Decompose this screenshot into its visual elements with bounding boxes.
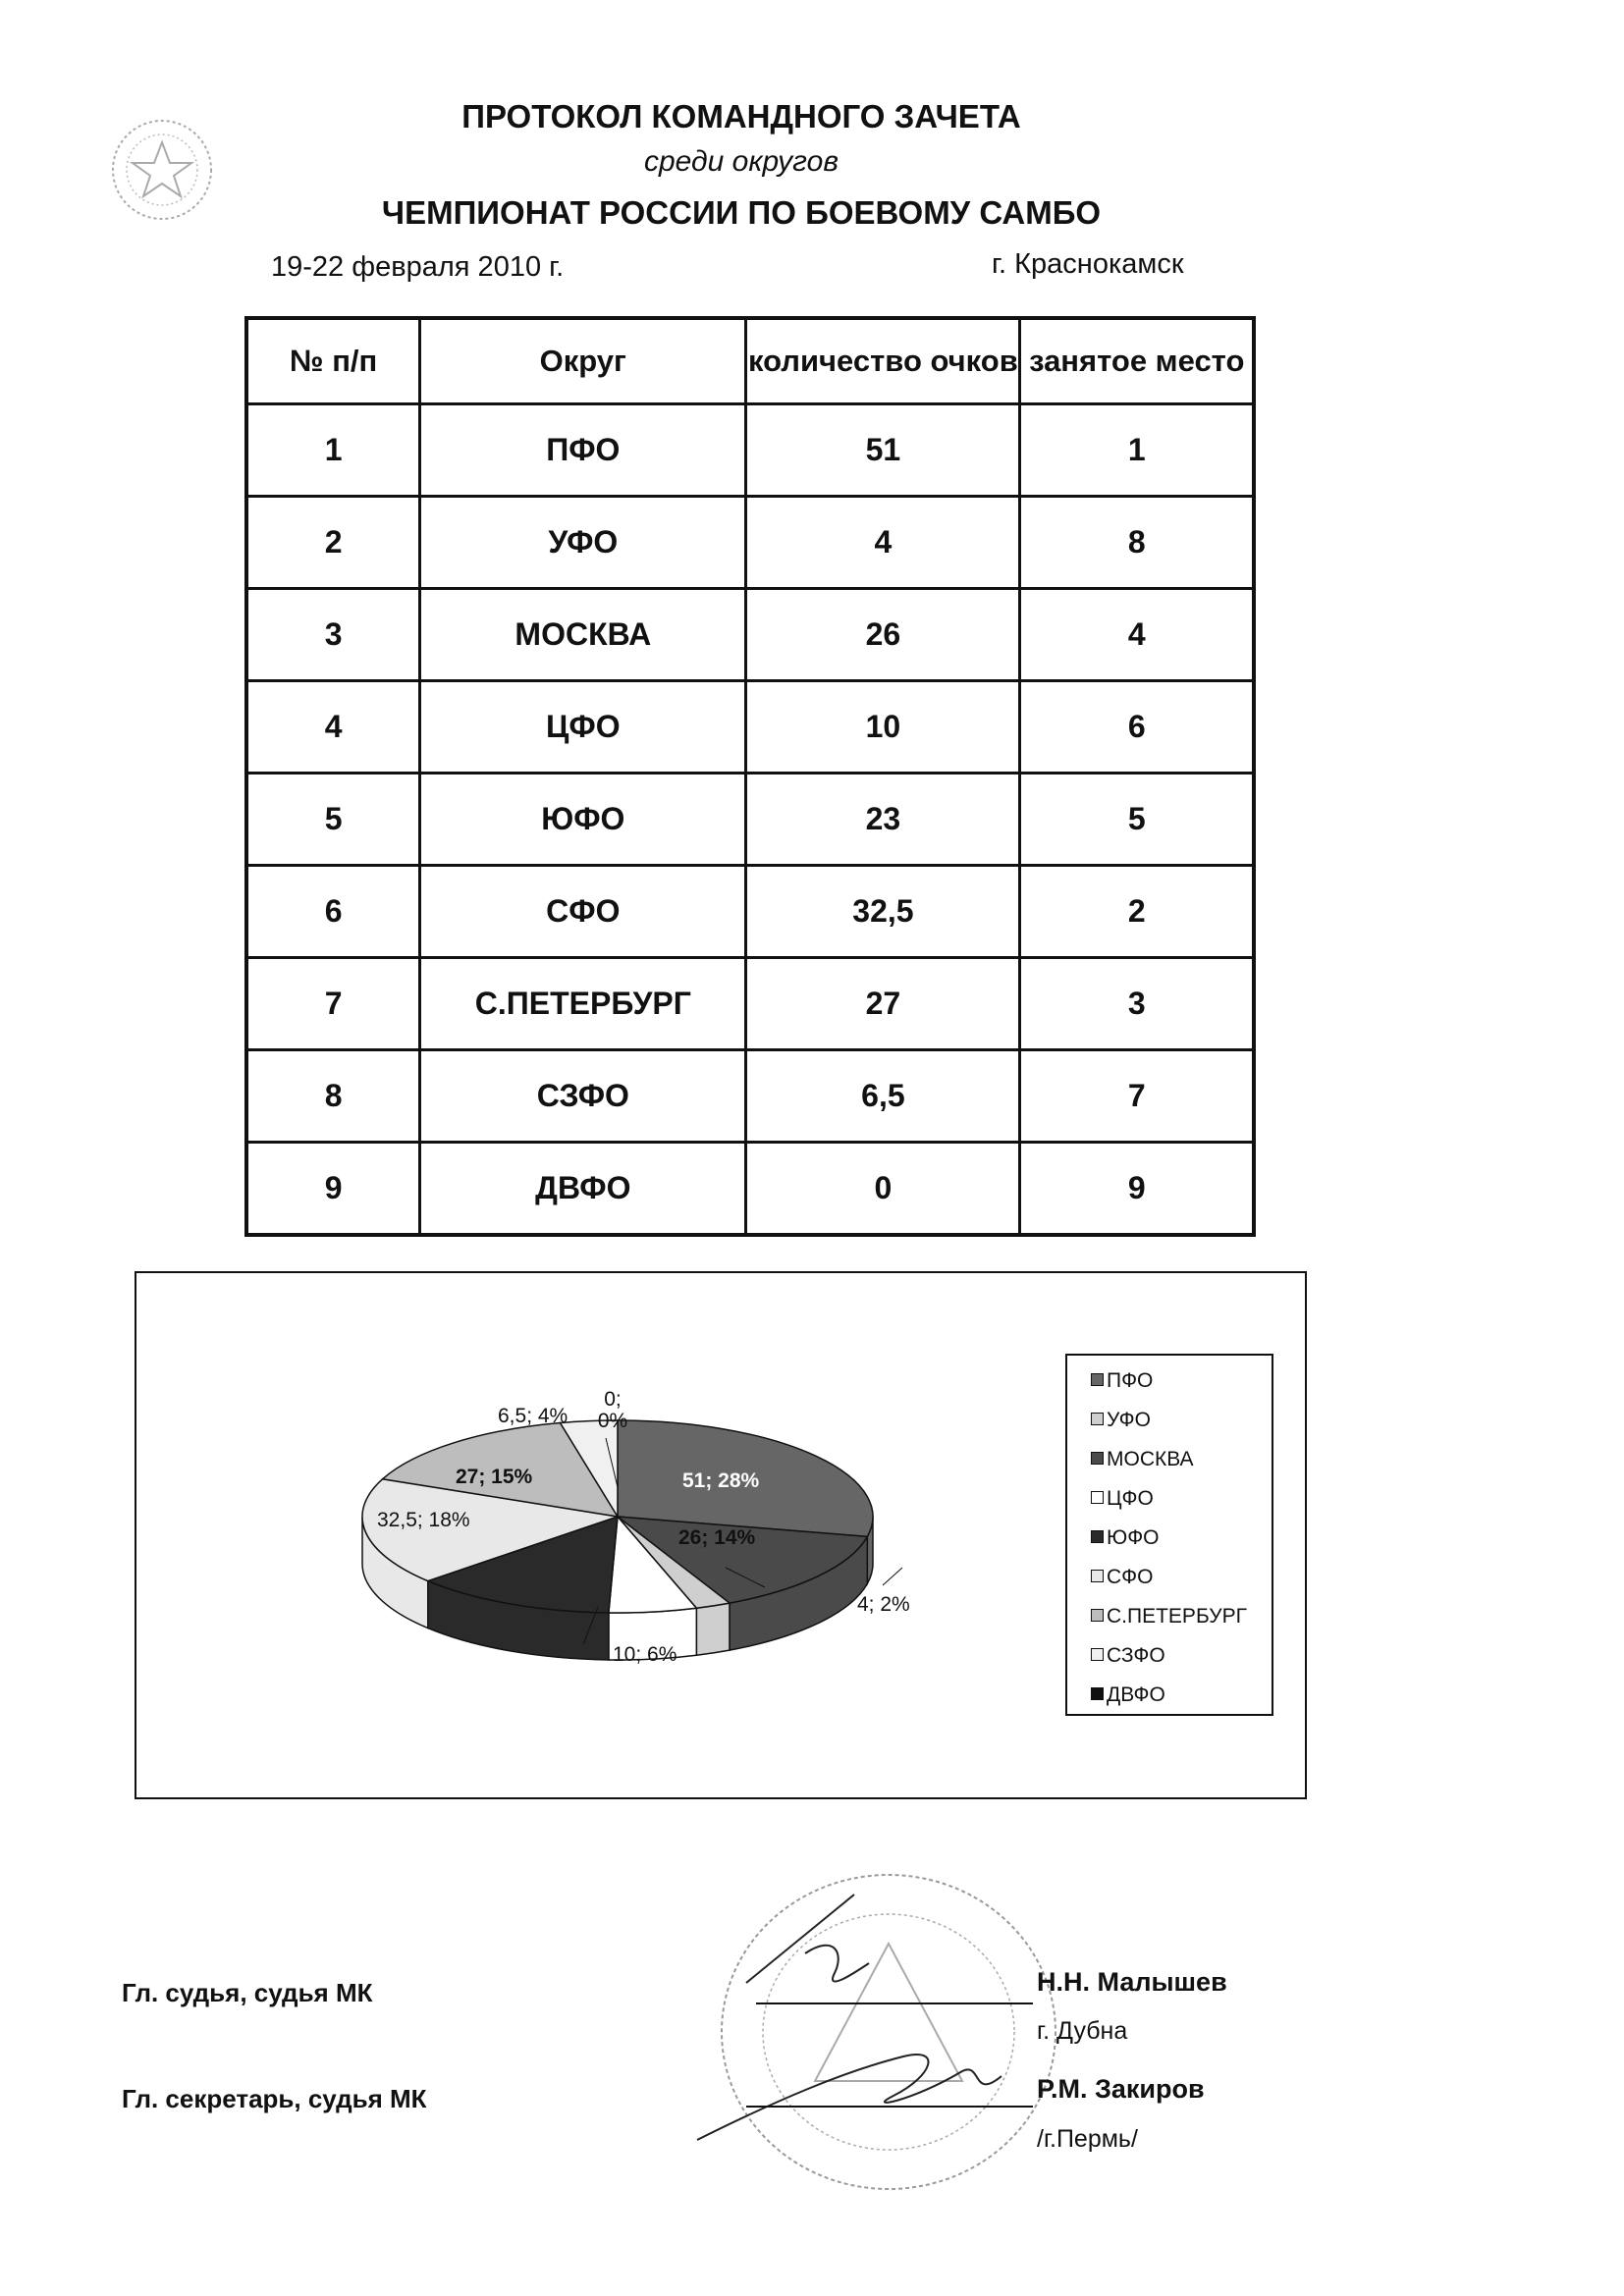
table-row <box>246 774 1254 866</box>
cell-number: 8 <box>246 1050 420 1143</box>
cell-number: 6 <box>246 866 420 958</box>
cell-place: 9 <box>1020 1143 1254 1236</box>
table-row <box>246 958 1254 1050</box>
data-label-ufo: 4; 2% <box>857 1593 910 1616</box>
data-label-spb: 27; 15% <box>456 1466 533 1488</box>
legend-swatch <box>1091 1687 1104 1700</box>
results-table <box>244 316 1256 1237</box>
document-subtitle: среди округов <box>644 145 839 178</box>
chief-judge-name: Н.Н. Малышев <box>1037 1967 1227 1997</box>
legend-swatch <box>1091 1452 1104 1465</box>
table-row <box>246 1050 1254 1143</box>
table-row <box>246 497 1254 589</box>
signature-line <box>756 2002 1033 2004</box>
legend-label: УФО <box>1107 1409 1151 1431</box>
cell-place: 6 <box>1020 681 1254 774</box>
legend-item <box>1091 1409 1151 1432</box>
cell-points: 27 <box>746 958 1020 1050</box>
cell-points: 6,5 <box>746 1050 1020 1143</box>
cell-district: ЦФО <box>420 681 746 774</box>
legend-label: ПФО <box>1107 1369 1154 1392</box>
legend-swatch <box>1091 1648 1104 1661</box>
legend-item <box>1091 1369 1153 1393</box>
legend-swatch <box>1091 1491 1104 1504</box>
legend-swatch <box>1091 1530 1104 1543</box>
cell-number: 4 <box>246 681 420 774</box>
cell-number: 1 <box>246 404 420 497</box>
cell-number: 9 <box>246 1143 420 1236</box>
header-place: занятое место <box>1020 318 1254 404</box>
event-date: 19-22 февраля 2010 г. <box>271 251 565 283</box>
cell-place: 2 <box>1020 866 1254 958</box>
header-number: № п/п <box>246 318 420 404</box>
data-label-dvfo: 0; 0% <box>597 1388 628 1432</box>
cell-district: УФО <box>420 497 746 589</box>
chief-secretary-city: /г.Пермь/ <box>1037 2125 1138 2153</box>
legend-item <box>1091 1487 1154 1511</box>
table-header-row <box>246 318 1254 404</box>
event-title: ЧЕМПИОНАТ РОССИИ ПО БОЕВОМУ САМБО <box>381 194 1102 231</box>
legend-label: С.ПЕТЕРБУРГ <box>1107 1605 1247 1628</box>
chief-judge-label: Гл. судья, судья МК <box>122 1978 373 2007</box>
table-row <box>246 1143 1254 1236</box>
cell-place: 4 <box>1020 589 1254 681</box>
legend-label: ЮФО <box>1107 1526 1160 1549</box>
header-points: количество очков <box>746 318 1020 404</box>
leader-line <box>883 1568 902 1585</box>
legend-swatch <box>1091 1413 1104 1425</box>
legend-item <box>1091 1526 1160 1550</box>
cell-number: 7 <box>246 958 420 1050</box>
cell-district: ЮФО <box>420 774 746 866</box>
legend-label: ДВФО <box>1107 1683 1165 1706</box>
cell-place: 3 <box>1020 958 1254 1050</box>
legend-swatch <box>1091 1570 1104 1582</box>
cell-points: 26 <box>746 589 1020 681</box>
chart-legend <box>1065 1354 1273 1716</box>
legend-item <box>1091 1448 1194 1471</box>
data-label-pfo: 51; 28% <box>682 1469 760 1492</box>
cell-points: 10 <box>746 681 1020 774</box>
table-row <box>246 866 1254 958</box>
legend-item <box>1091 1566 1153 1589</box>
signature-line <box>746 2106 1033 2108</box>
table-row <box>246 404 1254 497</box>
chief-secretary-name: Р.М. Закиров <box>1037 2074 1205 2104</box>
legend-item <box>1091 1605 1247 1629</box>
legend-label: СЗФО <box>1107 1644 1165 1667</box>
cell-number: 5 <box>246 774 420 866</box>
table-row <box>246 681 1254 774</box>
legend-label: МОСКВА <box>1107 1448 1194 1470</box>
cell-district: ДВФО <box>420 1143 746 1236</box>
pie-side-1 <box>696 1603 730 1655</box>
cell-district: С.ПЕТЕРБУРГ <box>420 958 746 1050</box>
cell-points: 0 <box>746 1143 1020 1236</box>
cell-number: 3 <box>246 589 420 681</box>
cell-district: ПФО <box>420 404 746 497</box>
chief-secretary-label: Гл. секретарь, судья МК <box>122 2084 427 2113</box>
legend-item <box>1091 1683 1165 1707</box>
pie-chart-panel <box>135 1271 1307 1799</box>
legend-swatch <box>1091 1609 1104 1622</box>
data-label-sfo: 32,5; 18% <box>377 1509 470 1531</box>
cell-points: 51 <box>746 404 1020 497</box>
cell-points: 4 <box>746 497 1020 589</box>
cell-district: СФО <box>420 866 746 958</box>
legend-label: СФО <box>1107 1566 1154 1588</box>
cell-district: МОСКВА <box>420 589 746 681</box>
cell-number: 2 <box>246 497 420 589</box>
cell-place: 8 <box>1020 497 1254 589</box>
cell-points: 23 <box>746 774 1020 866</box>
data-label-cfo: 10; 6% <box>613 1643 677 1666</box>
cell-points: 32,5 <box>746 866 1020 958</box>
chief-judge-city: г. Дубна <box>1037 2017 1128 2045</box>
data-label-szfo: 6,5; 4% <box>498 1405 568 1427</box>
legend-label: ЦФО <box>1107 1487 1154 1510</box>
cell-district: СЗФО <box>420 1050 746 1143</box>
cell-place: 5 <box>1020 774 1254 866</box>
document-title: ПРОТОКОЛ КОМАНДНОГО ЗАЧЕТА <box>461 98 1021 134</box>
signature-icon <box>687 1875 1060 2169</box>
event-city: г. Краснокамск <box>992 248 1184 280</box>
header-district: Округ <box>420 318 746 404</box>
data-label-moskva: 26; 14% <box>678 1526 756 1549</box>
table-row <box>246 589 1254 681</box>
legend-item <box>1091 1644 1165 1668</box>
cell-place: 7 <box>1020 1050 1254 1143</box>
legend-swatch <box>1091 1373 1104 1386</box>
cell-place: 1 <box>1020 404 1254 497</box>
